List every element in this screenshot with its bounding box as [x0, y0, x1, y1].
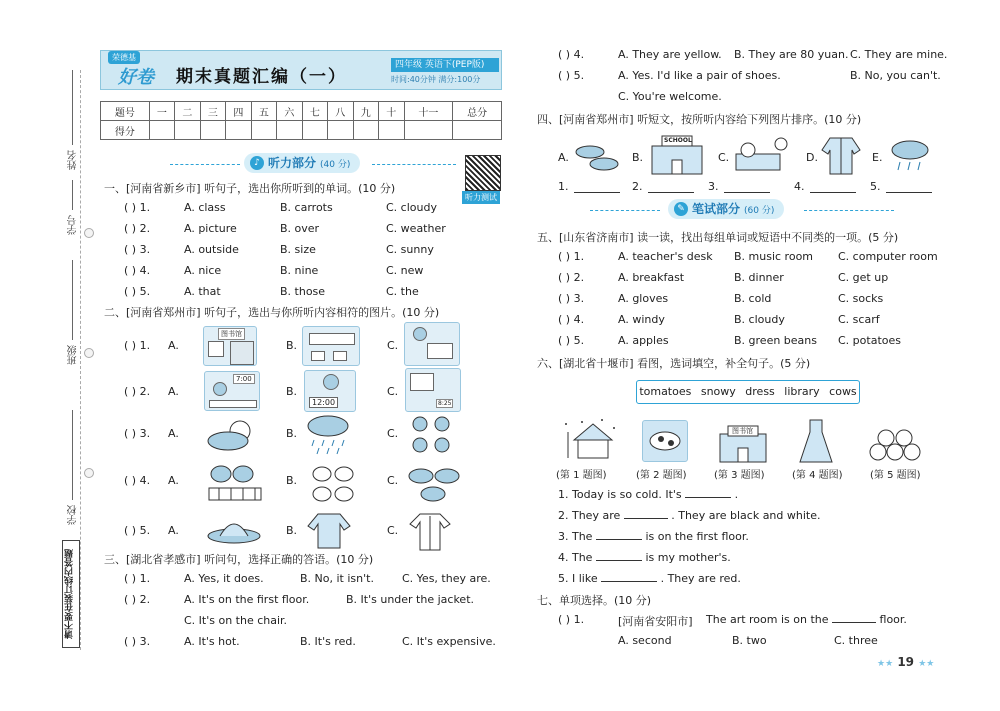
- sec4-answer-blank[interactable]: [810, 192, 856, 193]
- sec7-heading: 七、单项选择。(10 分): [537, 594, 652, 607]
- sec1-item-option-b: B. nine: [280, 264, 319, 277]
- sec6-caption: (第 4 题图): [792, 470, 843, 481]
- score-input-cell[interactable]: [404, 121, 453, 140]
- sentence-blank[interactable]: [601, 581, 657, 582]
- sec2-item-option-a: A.: [168, 339, 179, 352]
- library-building-icon[interactable]: [718, 424, 768, 464]
- sec5-item-option-a: A. windy: [618, 313, 665, 326]
- sec3-q1-a: A. Yes, it does.: [184, 572, 264, 585]
- name-field[interactable]: [72, 70, 73, 145]
- sec2-item-number[interactable]: ( ) 2.: [124, 385, 151, 398]
- sec7-q1-pre: The art room is on the: [706, 613, 829, 626]
- score-header-cell: 总分: [453, 102, 502, 121]
- sec5-item-option-c: C. potatoes: [838, 334, 901, 347]
- sentence-blank[interactable]: [685, 497, 731, 498]
- score-input-cell[interactable]: [175, 121, 200, 140]
- sec1-item-option-b: B. size: [280, 243, 316, 256]
- score-header-cell: 十: [379, 102, 404, 121]
- star-icon: ★★: [877, 659, 894, 669]
- score-input-cell[interactable]: [379, 121, 404, 140]
- page-title: 期末真题汇编（一）: [176, 67, 347, 87]
- sec4-answer-blank[interactable]: [648, 192, 694, 193]
- sentence-post: is on the first floor.: [645, 530, 749, 543]
- sentence-blank[interactable]: [596, 560, 642, 561]
- sec5-item-number[interactable]: ( ) 2.: [558, 271, 585, 284]
- class-label: 班级: [68, 345, 79, 365]
- writing-points: (60 分): [744, 206, 775, 216]
- sec5-item-number[interactable]: ( ) 4.: [558, 313, 585, 326]
- score-header-cell: 八: [328, 102, 353, 121]
- listening-points: (40 分): [320, 160, 351, 170]
- classroom-picture[interactable]: [302, 326, 360, 366]
- school-label: 学校: [68, 505, 79, 525]
- class-field[interactable]: [72, 260, 73, 340]
- sec7-q1-post: floor.: [879, 613, 907, 626]
- sec1-item-option-a: A. class: [184, 201, 226, 214]
- sec3-q4-b: B. They are 80 yuan.: [734, 48, 849, 61]
- sec3-q3-number[interactable]: ( ) 3.: [124, 635, 151, 648]
- sec1-item-number[interactable]: ( ) 4.: [124, 264, 151, 277]
- binding-hole: [84, 228, 94, 238]
- sec2-item-option-b: B.: [286, 427, 298, 440]
- score-input-cell[interactable]: [302, 121, 327, 140]
- sec1-item-option-c: C. sunny: [386, 243, 434, 256]
- sec4-blank-number: 3.: [708, 180, 719, 193]
- jacket-icon[interactable]: [820, 136, 862, 176]
- library-sign: 图书馆: [732, 427, 753, 435]
- hens-icon[interactable]: [308, 462, 358, 504]
- sec1-heading: 一、[河南省新乡市] 听句子，选出你所听到的单词。(10 分): [104, 182, 396, 195]
- snowy-house-icon[interactable]: [562, 418, 618, 462]
- sec3-q1-c: C. Yes, they are.: [402, 572, 491, 585]
- writing-section-heading: [668, 199, 784, 219]
- sec4-answer-blank[interactable]: [886, 192, 932, 193]
- sec5-item-option-b: B. cloudy: [734, 313, 785, 326]
- sec2-item-option-b: B.: [286, 474, 298, 487]
- sec2-item-option-c: C.: [387, 339, 399, 352]
- sec7-q1-text: [706, 613, 907, 626]
- sentence-pre: 5. I like: [558, 572, 598, 585]
- sec7-q1-region: [河南省安阳市]: [618, 615, 693, 628]
- brand-logo: 好卷: [118, 67, 154, 88]
- sec1-item-option-b: B. those: [280, 285, 326, 298]
- score-input-cell[interactable]: [453, 121, 502, 140]
- sec5-item-number[interactable]: ( ) 5.: [558, 334, 585, 347]
- sec1-item-number[interactable]: ( ) 5.: [124, 285, 151, 298]
- divider: [590, 210, 660, 211]
- sec4-label-a: A.: [558, 151, 569, 164]
- sec4-blank-number: 1.: [558, 180, 569, 193]
- sentence-pre: 2. They are: [558, 509, 621, 522]
- monitor-shape: [427, 343, 453, 359]
- score-header-cell: 三: [200, 102, 225, 121]
- sec2-item-number[interactable]: ( ) 1.: [124, 339, 151, 352]
- sec6-caption: (第 5 题图): [870, 470, 921, 481]
- sec5-item-option-a: A. teacher's desk: [618, 250, 713, 263]
- sec5-item-option-c: C. computer room: [838, 250, 938, 263]
- sec5-item-option-b: B. dinner: [734, 271, 784, 284]
- sec2-item-number[interactable]: ( ) 3.: [124, 427, 151, 440]
- clock-display: 8:25: [438, 400, 452, 407]
- name-label: 姓名: [68, 150, 79, 170]
- sec3-q2-number[interactable]: ( ) 2.: [124, 593, 151, 606]
- sec5-item-option-b: B. music room: [734, 250, 814, 263]
- sec2-item-option-c: C.: [387, 385, 399, 398]
- farm-fence-icon[interactable]: [205, 462, 265, 504]
- school-building-icon[interactable]: [648, 134, 706, 176]
- score-header-cell: 十一: [404, 102, 453, 121]
- brand-small: 荣德基: [108, 51, 140, 64]
- sec6-sentence: [558, 530, 749, 543]
- divider: [170, 164, 240, 165]
- sec5-item-option-a: A. breakfast: [618, 271, 685, 284]
- sec1-item-option-a: A. that: [184, 285, 221, 298]
- sec1-item-number[interactable]: ( ) 2.: [124, 222, 151, 235]
- person-head: [213, 382, 227, 396]
- library-picture[interactable]: [203, 326, 257, 366]
- cows-picture[interactable]: [642, 420, 688, 462]
- hat-icon[interactable]: [204, 512, 264, 546]
- sec7-q1-c: C. three: [834, 634, 878, 647]
- sentence-post: . They are red.: [660, 572, 741, 585]
- sec1-item-option-c: C. new: [386, 264, 424, 277]
- id-label: 学号: [68, 215, 79, 235]
- score-header-cell: 六: [277, 102, 302, 121]
- sec6-caption: (第 1 题图): [556, 470, 607, 481]
- sec3-q3-a: A. It's hot.: [184, 635, 240, 648]
- sec2-item-option-a: A.: [168, 474, 179, 487]
- sec3-q3-c: C. It's expensive.: [402, 635, 496, 648]
- score-input-cell[interactable]: [251, 121, 276, 140]
- library-sign: 图书馆: [218, 328, 245, 340]
- sec2-item-option-a: A.: [168, 385, 179, 398]
- sentence-blank[interactable]: [596, 539, 642, 540]
- sec4-label-b: B.: [632, 151, 644, 164]
- score-header-cell: 题号: [101, 102, 150, 121]
- sec6-sentence: [558, 488, 738, 501]
- sec2-item-option-b: B.: [286, 385, 298, 398]
- listening-label: 听力部分: [268, 156, 317, 170]
- table-shape: [209, 400, 257, 408]
- sec5-item-option-b: B. green beans: [734, 334, 817, 347]
- page-number: [877, 655, 934, 669]
- divider: [804, 210, 894, 211]
- sec4-label-e: E.: [872, 151, 883, 164]
- star-icon: ★★: [918, 659, 935, 669]
- sec3-q4-number[interactable]: ( ) 4.: [558, 48, 585, 61]
- sec3-q1-b: B. No, it isn't.: [300, 572, 374, 585]
- sec4-heading: 四、[河南省郑州市] 听短文，按所听内容给下列图片排序。(10 分): [537, 113, 862, 126]
- cut-notice: 请不要在装订线内答题: [62, 540, 80, 648]
- score-input-cell[interactable]: [353, 121, 378, 140]
- sec1-item-option-a: A. nice: [184, 264, 222, 277]
- writing-label: 笔试部分: [692, 202, 741, 216]
- score-header-cell: 五: [251, 102, 276, 121]
- score-input-cell[interactable]: [328, 121, 353, 140]
- sec3-q5-number[interactable]: ( ) 5.: [558, 69, 585, 82]
- sec3-q5-c: C. You're welcome.: [618, 90, 722, 103]
- clock-display: 7:00: [233, 374, 255, 384]
- score-input-cell[interactable]: [226, 121, 251, 140]
- listening-section-heading: [244, 153, 360, 173]
- sec2-heading: 二、[河南省郑州市] 听句子，选出与你所听内容相符的图片。(10 分): [104, 306, 440, 319]
- sec1-item-option-b: B. carrots: [280, 201, 333, 214]
- sec2-item-option-b: B.: [286, 524, 298, 537]
- shoes-icon[interactable]: [574, 140, 620, 174]
- sec5-item-option-a: A. apples: [618, 334, 669, 347]
- sec6-sentence: [558, 551, 731, 564]
- sentence-blank[interactable]: [624, 518, 668, 519]
- board-shape: [309, 333, 355, 345]
- sec5-item-option-c: C. get up: [838, 271, 889, 284]
- sec1-item-option-c: C. weather: [386, 222, 446, 235]
- sec3-q2-c: C. It's on the chair.: [184, 614, 288, 627]
- sec5-item-option-c: C. socks: [838, 292, 884, 305]
- shirt-icon[interactable]: [408, 510, 452, 552]
- person-head: [323, 374, 339, 390]
- sec4-answer-blank[interactable]: [574, 192, 620, 193]
- horses-icon[interactable]: [405, 462, 463, 504]
- sentence-pre: 1. Today is so cold. It's: [558, 488, 682, 501]
- bed-alarm-icon[interactable]: [734, 136, 788, 176]
- sec2-item-option-a: A.: [168, 524, 179, 537]
- score-input-cell[interactable]: [149, 121, 174, 140]
- sec2-item-option-c: C.: [387, 524, 399, 537]
- score-header-cell: 七: [302, 102, 327, 121]
- headphones-icon: ♪: [250, 156, 264, 170]
- computer-room-picture[interactable]: [404, 322, 460, 366]
- score-input-row: [101, 121, 502, 140]
- person-head: [413, 327, 427, 341]
- sec2-item-option-c: C.: [387, 474, 399, 487]
- sec5-item-option-c: C. scarf: [838, 313, 880, 326]
- sec7-q1-b: B. two: [732, 634, 767, 647]
- sec4-label-c: C.: [718, 151, 730, 164]
- time-info: 时间:40分钟 满分:100分: [391, 75, 481, 84]
- qr-code-icon[interactable]: [465, 155, 501, 191]
- sec7-q1-a: A. second: [618, 634, 672, 647]
- sec5-item-number[interactable]: ( ) 3.: [558, 292, 585, 305]
- sentence-pre: 3. The: [558, 530, 593, 543]
- binding-hole: [84, 348, 94, 358]
- clock-display: 12:00: [309, 397, 338, 408]
- tomatoes-icon[interactable]: [868, 428, 922, 462]
- sec3-heading: 三、[湖北省孝感市] 听问句，选择正确的答语。(10 分): [104, 553, 374, 566]
- sweater-icon[interactable]: [306, 510, 352, 550]
- sec6-heading: 六、[湖北省十堰市] 看图，选词填空，补全句子。(5 分): [537, 357, 811, 370]
- sec3-q4-c: C. They are mine.: [850, 48, 948, 61]
- sec6-sentence: [558, 572, 741, 585]
- sec2-item-option-c: C.: [387, 427, 399, 440]
- sec4-blank-number: 4.: [794, 180, 805, 193]
- qr-label: 听力测试: [462, 191, 500, 204]
- score-header-row: [101, 102, 502, 121]
- sec1-item-option-c: C. the: [386, 285, 419, 298]
- sec6-caption: (第 3 题图): [714, 470, 765, 481]
- sentence-post: . They are black and white.: [671, 509, 821, 522]
- score-label-cell: 得分: [101, 121, 150, 140]
- sec7-q1-blank[interactable]: [832, 622, 876, 623]
- sentence-post: is my mother's.: [645, 551, 731, 564]
- sec4-answer-blank[interactable]: [724, 192, 770, 193]
- sec3-q3-b: B. It's red.: [300, 635, 356, 648]
- sec2-item-number[interactable]: ( ) 4.: [124, 474, 151, 487]
- score-input-cell[interactable]: [277, 121, 302, 140]
- sec1-item-option-b: B. over: [280, 222, 320, 235]
- dress-icon[interactable]: [796, 418, 836, 464]
- sec3-q2-b: B. It's under the jacket.: [346, 593, 475, 606]
- sec1-item-option-a: A. outside: [184, 243, 239, 256]
- divider: [372, 164, 456, 165]
- snowflake-icon[interactable]: [410, 414, 454, 456]
- desk-shape: [333, 351, 347, 361]
- score-header-cell: 九: [353, 102, 378, 121]
- sec3-q4-a: A. They are yellow.: [618, 48, 722, 61]
- score-header-cell: 四: [226, 102, 251, 121]
- sec7-q1-number[interactable]: ( ) 1.: [558, 613, 585, 626]
- board-shape: [410, 373, 434, 391]
- shelf-shape: [208, 341, 224, 357]
- word-bank: tomatoes snowy dress library cows: [636, 380, 860, 404]
- sunny-cloud-icon[interactable]: [204, 417, 262, 453]
- binding-hole: [84, 468, 94, 478]
- grade-badge: 四年级 英语下(PEP版): [391, 58, 499, 72]
- desk-shape: [311, 351, 325, 361]
- sec5-heading: 五、[山东省济南市] 读一读，找出每组单词或短语中不同类的一项。(5 分): [537, 231, 899, 244]
- door-shape: [230, 341, 254, 365]
- sec5-item-number[interactable]: ( ) 1.: [558, 250, 585, 263]
- sec4-label-d: D.: [806, 151, 818, 164]
- sec2-item-option-b: B.: [286, 339, 298, 352]
- sec4-blank-number: 5.: [870, 180, 881, 193]
- sentence-post: .: [734, 488, 739, 501]
- sec2-item-number[interactable]: ( ) 5.: [124, 524, 151, 537]
- lunch-picture[interactable]: [304, 370, 356, 412]
- sec4-blank-number: 2.: [632, 180, 643, 193]
- breakfast-picture[interactable]: [204, 371, 260, 411]
- sec3-q2-a: A. It's on the first floor.: [184, 593, 310, 606]
- school-sign: SCHOOL: [664, 137, 692, 144]
- sentence-pre: 4. The: [558, 551, 593, 564]
- score-table: [100, 101, 502, 140]
- rainy-icon[interactable]: [304, 414, 352, 456]
- class-picture[interactable]: [405, 368, 461, 412]
- sec5-item-option-a: A. gloves: [618, 292, 669, 305]
- sec1-item-option-c: C. cloudy: [386, 201, 437, 214]
- score-header-cell: 二: [175, 102, 200, 121]
- sec6-caption: (第 2 题图): [636, 470, 687, 481]
- pencil-icon: ✎: [674, 202, 688, 216]
- sec6-sentence: [558, 509, 820, 522]
- sec2-item-option-a: A.: [168, 427, 179, 440]
- page-number-value: 19: [897, 655, 915, 669]
- rain-cloud-icon[interactable]: [888, 138, 932, 174]
- sec1-item-option-a: A. picture: [184, 222, 237, 235]
- sec1-item-number[interactable]: ( ) 3.: [124, 243, 151, 256]
- sec3-q5-a: A. Yes. I'd like a pair of shoes.: [618, 69, 781, 82]
- score-input-cell[interactable]: [200, 121, 225, 140]
- score-header-cell: 一: [149, 102, 174, 121]
- sec3-q5-b: B. No, you can't.: [850, 69, 941, 82]
- sec5-item-option-b: B. cold: [734, 292, 772, 305]
- id-field[interactable]: [72, 180, 73, 210]
- sec1-item-number[interactable]: ( ) 1.: [124, 201, 151, 214]
- sec3-q1-number[interactable]: ( ) 1.: [124, 572, 151, 585]
- school-field[interactable]: [72, 410, 73, 500]
